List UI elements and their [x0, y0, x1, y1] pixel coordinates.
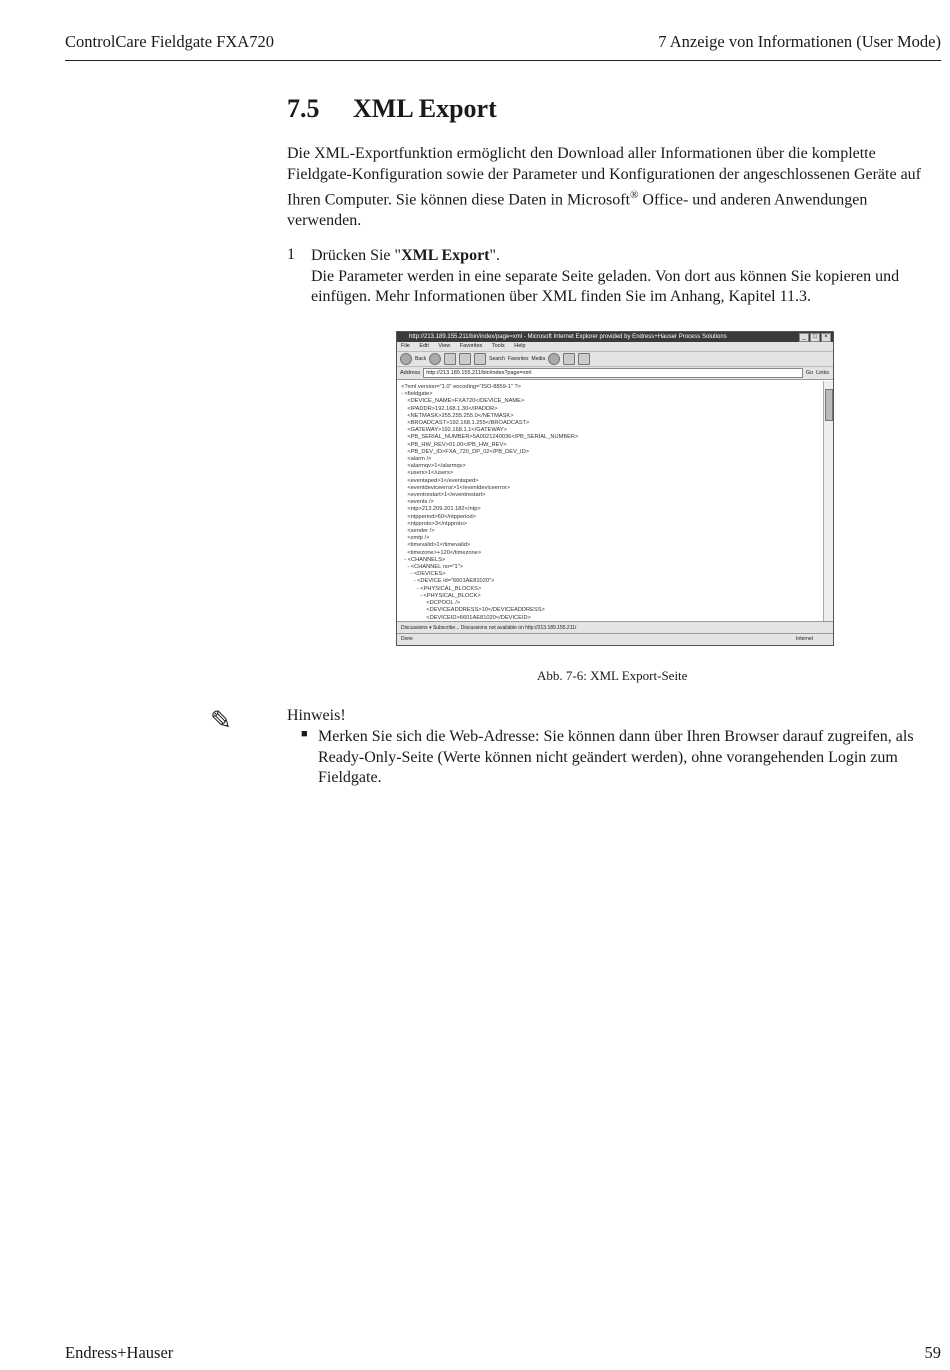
step-text	[311, 246, 943, 308]
maximize-icon[interactable]: □	[810, 333, 820, 342]
xml-line: <DCPOOL />	[401, 600, 461, 607]
intro-text-2: Office- und anderen Anwendungen verwenden.	[287, 191, 868, 229]
step-prefix: Drücken Sie "	[311, 247, 402, 264]
links-button[interactable]: Links	[816, 370, 829, 376]
xml-line: <smtp />	[401, 535, 430, 542]
intro-text-1: Die XML-Exportfunktion ermöglicht den Download aller Informationen über die komplette Fieldgate-Konfiguration sowie der Parameter und Konfigurationen der angeschlossenen Geräte auf Ihren Computer. Sie können diese Daten in Microsoft	[287, 145, 921, 209]
print-icon[interactable]	[578, 353, 590, 365]
xml-line: <ntpproto>3</ntpproto>	[401, 520, 468, 527]
figure-caption: Abb. 7-6: XML Export-Seite	[537, 668, 688, 683]
xml-line: <sender />	[401, 528, 435, 535]
address-input[interactable]: http://213.189.155.211/bin/index?page=xml	[423, 368, 803, 378]
discussions-bar: Discussions ▾ Subscribe... Discussions not available on http://213.189.155.211/	[397, 621, 833, 634]
xml-line: - <PHYSICAL_BLOCKS>	[401, 585, 482, 592]
back-icon[interactable]	[400, 353, 412, 365]
header-doc-title: ControlCare Fieldgate FXA720	[65, 32, 274, 51]
xml-line: <PB_DEV_ID>FXA_720_DP_02</PB_DEV_ID>	[401, 448, 530, 455]
xml-line: <users>1</users>	[401, 470, 454, 477]
section-title: XML Export	[353, 94, 497, 123]
xml-line: <ntpperiod>60</ntpperiod>	[401, 513, 476, 520]
xml-line: <PB_HW_REV>01.00</PB_HW_REV>	[401, 441, 507, 448]
step-number: 1	[287, 246, 295, 263]
vertical-scrollbar[interactable]	[823, 381, 833, 621]
menu-help[interactable]: Help	[514, 343, 526, 349]
refresh-icon[interactable]	[459, 353, 471, 365]
xml-line: <DEVICEADDRESS>10</DEVICEADDRESS>	[401, 607, 545, 614]
note-text: Merken Sie sich die Web-Adresse: Sie können dann über Ihren Browser darauf zugreifen, als Ready-Only-Seite (Werte können nicht geändert werden), ohne vorangehenden Login zum Fieldgate.	[318, 728, 914, 786]
status-zone: Internet	[796, 636, 813, 642]
xml-line: <timevalid>1</timevalid>	[401, 542, 471, 549]
intro-paragraph	[287, 144, 943, 231]
xml-export-screenshot	[396, 331, 834, 646]
mail-icon[interactable]	[563, 353, 575, 365]
xml-line: <eventdeviceerror>1</eventdeviceerror>	[401, 484, 511, 491]
address-bar	[397, 367, 833, 380]
xml-line: <eventaped>1</eventaped>	[401, 477, 479, 484]
xml-line: - <DEVICE id="6601AE81020">	[401, 578, 495, 585]
history-icon[interactable]	[548, 353, 560, 365]
xml-line: - <fieldgate>	[401, 391, 433, 398]
browser-titlebar	[397, 332, 833, 342]
favorites-button[interactable]: Favorites	[507, 356, 529, 362]
browser-window-title: http://213.189.155.211/bin/index/page=xml - Microsoft Internet Explorer provided by Endress+Hauser Process Solutions	[409, 334, 727, 340]
address-label: Address	[400, 370, 421, 376]
section-heading	[287, 94, 497, 124]
minimize-icon[interactable]: _	[799, 333, 809, 342]
step-detail: Die Parameter werden in eine separate Seite geladen. Von dort aus können Sie kopieren und einfügen. Mehr Informationen über XML finden Sie im Anhang, Kapitel 11.3.	[311, 267, 900, 305]
xml-line: <timezone>+120</timezone>	[401, 549, 482, 556]
scroll-thumb[interactable]	[825, 389, 833, 421]
step-suffix: ".	[489, 247, 501, 264]
xml-line: <alarmqv>1</alarmqv>	[401, 463, 466, 470]
registered-mark: ®	[630, 189, 639, 201]
menu-edit[interactable]: Edit	[419, 343, 429, 349]
go-button[interactable]: Go	[805, 370, 814, 376]
header-rule	[65, 60, 941, 61]
xml-line: <?xml version="1.0" encoding="ISO-8859-1" ?>	[401, 384, 522, 390]
menu-favorites[interactable]: Favorites	[459, 343, 483, 349]
xml-line: <DEVICE_NAME>FXA720</DEVICE_NAME>	[401, 398, 525, 405]
xml-line: <BROADCAST>192.168.1.255</BROADCAST>	[401, 420, 530, 427]
note-title: Hinweis!	[287, 707, 346, 724]
xml-line: - <CHANNEL no="1">	[401, 564, 464, 571]
search-button[interactable]: Search	[489, 356, 505, 362]
xml-line: <PB_SERIAL_NUMBER>5A0021240036</PB_SERIAL_NUMBER>	[401, 434, 579, 441]
pencil-icon: ✎	[210, 706, 232, 735]
xml-line: <alarm />	[401, 456, 432, 463]
xml-line: - <PHYSICAL_BLOCK>	[401, 592, 481, 599]
menu-view[interactable]: View	[438, 343, 451, 349]
menu-file[interactable]: File	[401, 343, 410, 349]
xml-line: - <CHANNELS>	[401, 556, 446, 563]
browser-toolbar	[397, 352, 833, 367]
xml-line: <events />	[401, 499, 434, 506]
xml-content	[397, 381, 823, 621]
stop-icon[interactable]	[444, 353, 456, 365]
xml-line: <GATEWAY>192.168.1.1</GATEWAY>	[401, 427, 507, 434]
section-number: 7.5	[287, 94, 320, 123]
bullet-icon: ■	[301, 728, 308, 740]
footer-company: Endress+Hauser	[65, 1343, 174, 1362]
media-button[interactable]: Media	[531, 356, 546, 362]
back-label[interactable]: Back	[415, 356, 427, 362]
xml-line: <eventrestart>1</eventrestart>	[401, 492, 486, 499]
step-button-name: XML Export	[401, 247, 490, 264]
browser-statusbar	[397, 633, 833, 645]
xml-line: <ntp>213.209.201.182</ntp>	[401, 506, 481, 513]
menu-tools[interactable]: Tools	[491, 343, 505, 349]
header-chapter: 7 Anzeige von Informationen (User Mode)	[658, 32, 941, 51]
xml-line: <NETMASK>255.255.255.0</NETMASK>	[401, 412, 514, 419]
status-text: Done	[401, 636, 413, 642]
forward-icon[interactable]	[429, 353, 441, 365]
xml-line: - <DEVICES>	[401, 571, 446, 578]
close-icon[interactable]: ×	[821, 333, 831, 342]
browser-menubar	[397, 342, 833, 352]
page-number: 59	[924, 1343, 941, 1362]
xml-line: <DEVICEID>6601AE81020</DEVICEID>	[401, 614, 531, 621]
home-icon[interactable]	[474, 353, 486, 365]
xml-line: <IPADDR>192.168.1.30</IPADDR>	[401, 405, 498, 412]
